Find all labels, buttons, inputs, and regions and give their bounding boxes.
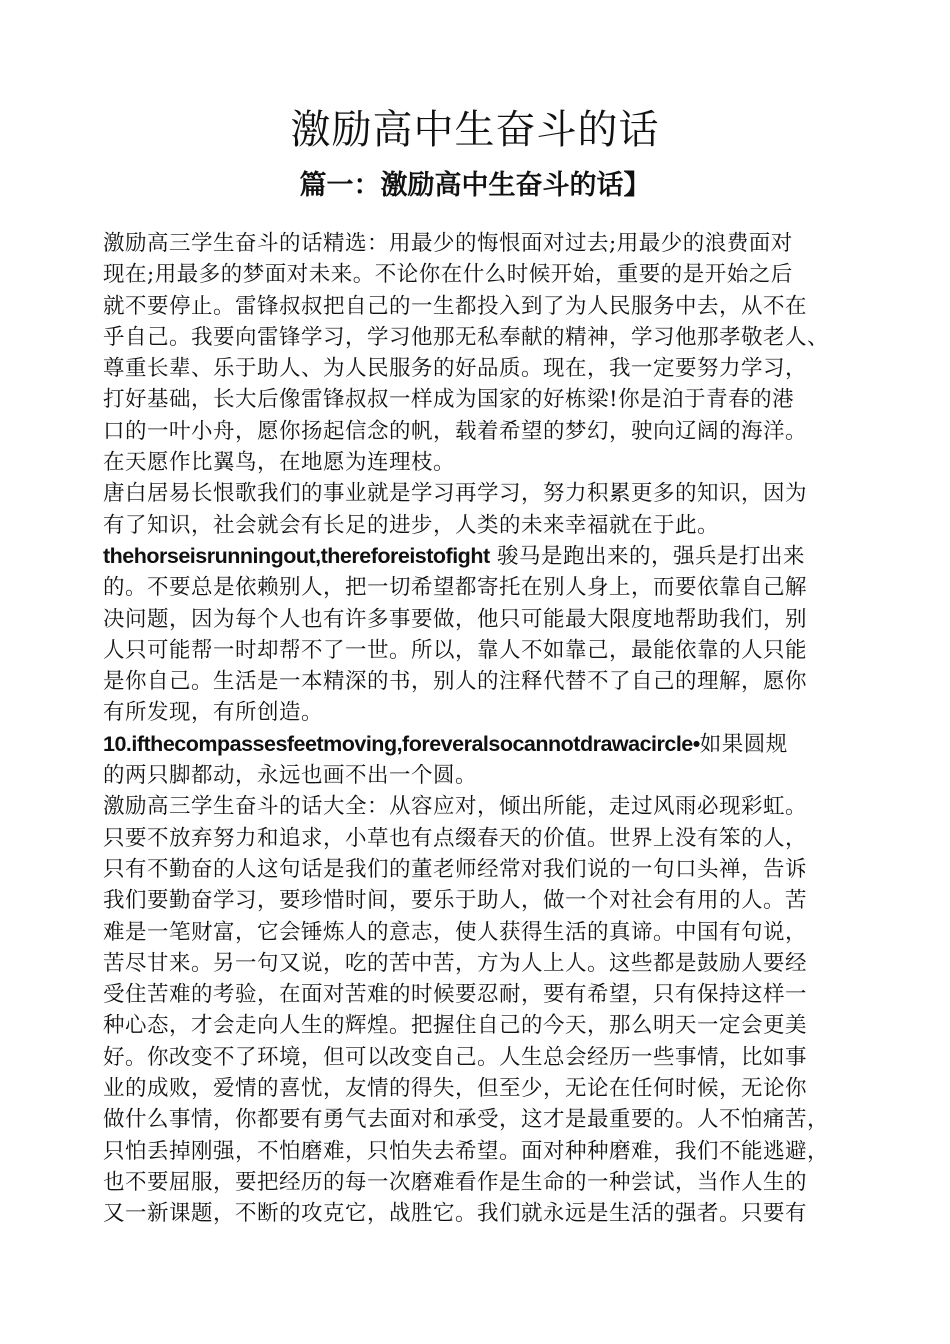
document-title: 激励高中生奋斗的话 xyxy=(290,107,660,153)
text-line: 只有不勤奋的人这句话是我们的董老师经常对我们说的一句口头禅，告诉 xyxy=(103,856,808,882)
document-body xyxy=(103,228,863,1230)
text-line: 尊重长辈、乐于助人、为人民服务的好品质。现在，我一定要努力学习， xyxy=(103,356,808,382)
document-subtitle: 篇一：激励高中生奋斗的话】 xyxy=(299,170,651,201)
text-line: 的两只脚都动，永远也画不出一个圆。 xyxy=(103,763,478,789)
text-line: 口的一叶小舟，愿你扬起信念的帆，载着希望的梦幻，驶向辽阔的海洋。 xyxy=(103,418,808,444)
text-line: 在天愿作比翼鸟，在地愿为连理枝。 xyxy=(103,450,456,476)
text-line: 好。你改变不了环境，但可以改变自己。人生总会经历一些事情，比如事 xyxy=(103,1044,808,1070)
text-line: 是你自己。生活是一本精深的书，别人的注释代替不了自己的理解，愿你 xyxy=(103,669,808,695)
text-line: 决问题，因为每个人也有许多事要做，他只可能最大限度地帮助我们，别 xyxy=(103,606,808,632)
text-line: 有了知识，社会就会有长足的进步，人类的未来幸福就在于此。 xyxy=(103,512,720,538)
text-line: 唐白居易长恨歌我们的事业就是学习再学习，努力积累更多的知识，因为 xyxy=(103,481,808,507)
text-line: 人只可能帮一时却帮不了一世。所以，靠人不如靠己，最能依靠的人只能 xyxy=(103,637,808,663)
text-line: 只怕丢掉刚强，不怕磨难，只怕失去希望。面对种种磨难，我们不能逃避， xyxy=(103,1138,830,1164)
text-line: 的。不要总是依赖别人，把一切希望都寄托在别人身上，而要依靠自己解 xyxy=(103,575,808,601)
text-line: 难是一笔财富，它会锤炼人的意志，使人获得生活的真谛。中国有句说， xyxy=(103,919,808,945)
text-line: 现在;用最多的梦面对未来。不论你在什么时候开始，重要的是开始之后 xyxy=(103,262,793,288)
text-line: 我们要勤奋学习，要珍惜时间，要乐于助人，做一个对社会有用的人。苦 xyxy=(103,888,808,914)
text-line: 做什么事情，你都要有勇气去面对和承受，这才是最重要的。人不怕痛苦， xyxy=(103,1107,830,1133)
text-line: 业的成败，爱情的喜忧，友情的得失，但至少，无论在任何时候，无论你 xyxy=(103,1076,808,1102)
text-line: 打好基础，长大后像雷锋叔叔一样成为国家的好栋梁!你是泊于青春的港 xyxy=(103,387,795,413)
text-line: 有所发现，有所创造。 xyxy=(103,700,324,726)
text-line: 又一新课题，不断的攻克它，战胜它。我们就永远是生活的强者。只要有 xyxy=(103,1201,808,1227)
text-line: 激励高三学生奋斗的话精选：用最少的悔恨面对过去;用最少的浪费面对 xyxy=(103,231,793,256)
text-line: 种心态，才会走向人生的辉煌。把握住自己的今天，那么明天一定会更美 xyxy=(103,1013,808,1039)
text-line: thehorseisrunningout,thereforeistofight 骏马是跑出来的，强兵是打出来 xyxy=(103,543,805,569)
text-line: 10.ifthecompassesfeetmoving,foreveralsocannotdrawacircle•如果圆规 xyxy=(103,731,788,757)
text-line: 激励高三学生奋斗的话大全：从容应对，倾出所能，走过风雨必现彩虹。 xyxy=(103,794,808,820)
text-line: 也不要屈服，要把经历的每一次磨难看作是生命的一种尝试，当作人生的 xyxy=(103,1169,808,1195)
text-line: 苦尽甘来。另一句又说，吃的苦中苦，方为人上人。这些都是鼓励人要经 xyxy=(103,950,808,976)
text-line: 只要不放弃努力和追求，小草也有点缀春天的价值。世界上没有笨的人， xyxy=(103,825,808,851)
text-line: 乎自己。我要向雷锋学习，学习他那无私奉献的精神，学习他那孝敬老人、 xyxy=(103,324,830,350)
text-line: 就不要停止。雷锋叔叔把自己的一生都投入到了为人民服务中去，从不在 xyxy=(103,293,808,319)
text-line: 受住苦难的考验，在面对苦难的时候要忍耐，要有希望，只有保持这样一 xyxy=(103,982,808,1008)
